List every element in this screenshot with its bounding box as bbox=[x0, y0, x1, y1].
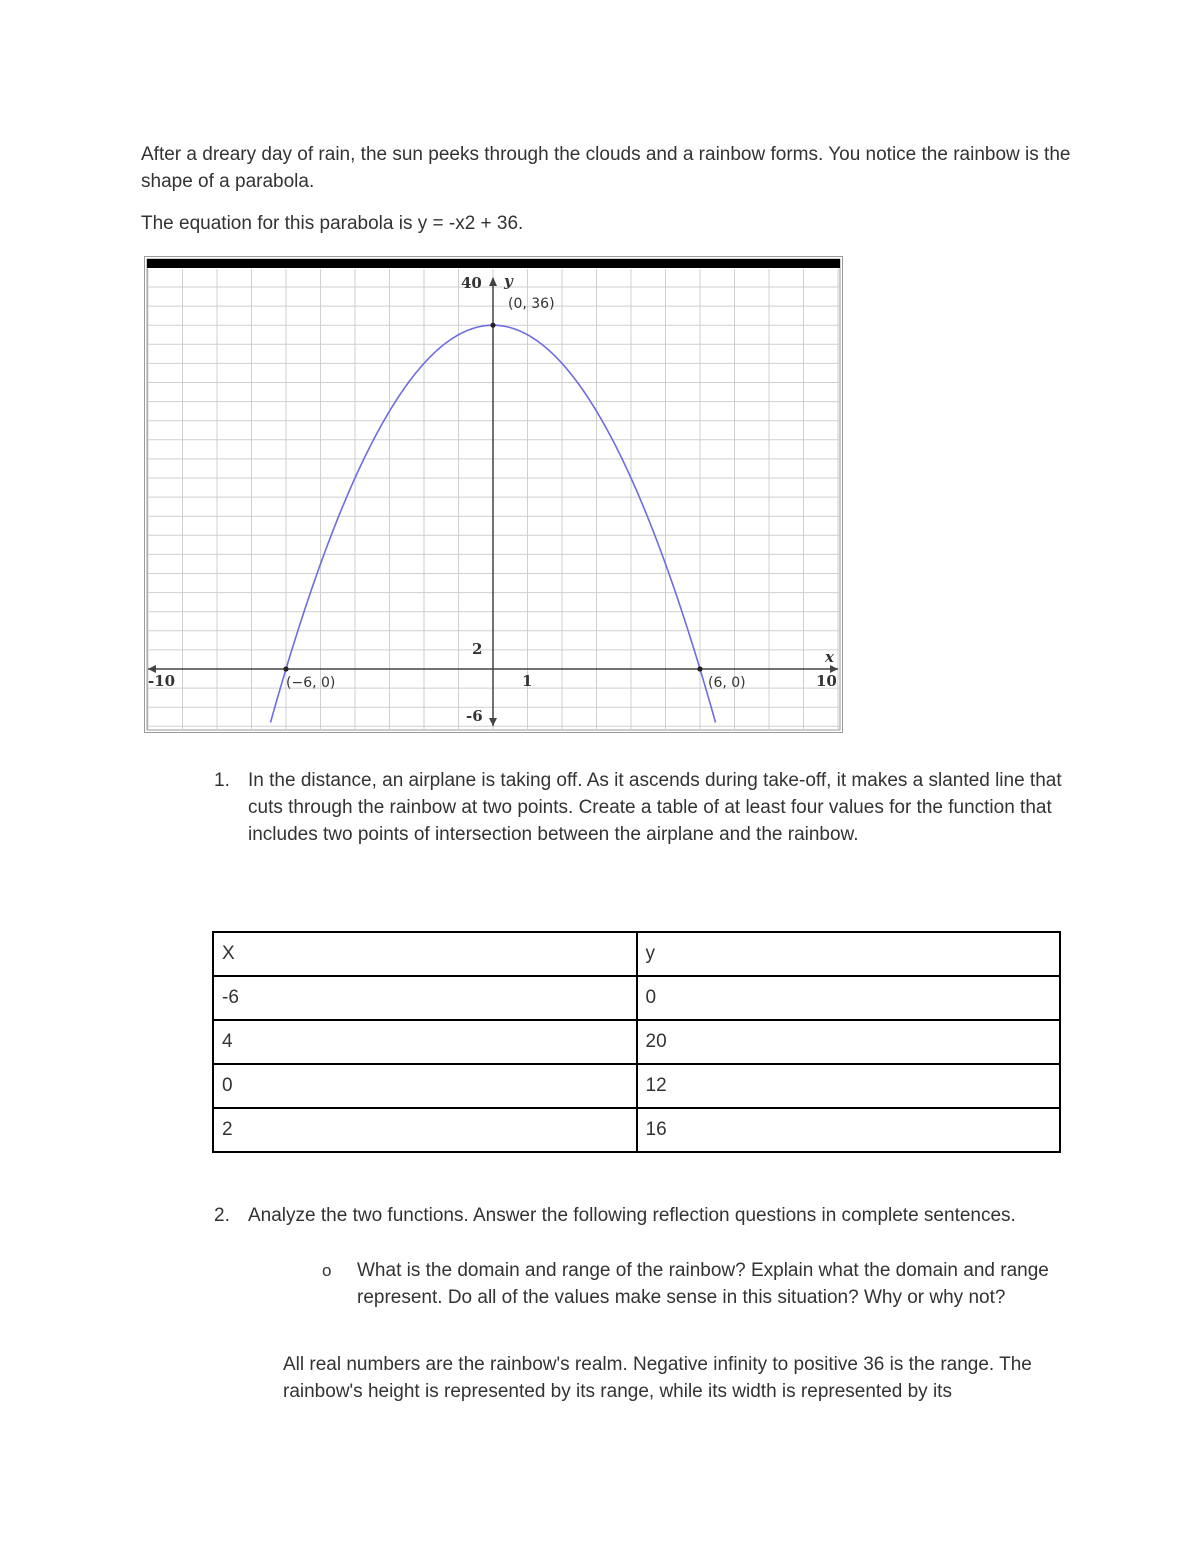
question-1-number: 1. bbox=[214, 770, 230, 791]
table-row bbox=[213, 976, 1060, 1020]
table-cell: 2 bbox=[213, 1108, 637, 1152]
x-min-label: -10 bbox=[148, 672, 176, 690]
bullet-text: What is the domain and range of the rainbow? Explain what the domain and range represent. Do all of the values make sense in this situation? Why or why not? bbox=[357, 1260, 1049, 1308]
left-root-label: (−6, 0) bbox=[286, 675, 336, 691]
parabola-graph bbox=[144, 256, 843, 733]
answer-text: All real numbers are the rainbow's realm. Negative infinity to positive 36 is the range. The rainbow's height is represented by its range, while its width is represented by its bbox=[283, 1354, 1032, 1402]
table-row bbox=[213, 1108, 1060, 1152]
question-2-number: 2. bbox=[214, 1205, 230, 1226]
y-axis-label: y bbox=[504, 272, 513, 290]
table-cell: 20 bbox=[637, 1020, 1061, 1064]
intro-paragraph: After a dreary day of rain, the sun peeks through the clouds and a rainbow forms. You notice the rainbow is the shape of a parabola. bbox=[141, 144, 1071, 192]
question-2-text: Analyze the two functions. Answer the following reflection questions in complete sentences. bbox=[248, 1205, 1016, 1226]
bullet-marker: o bbox=[322, 1261, 332, 1280]
x-axis-label: x bbox=[825, 648, 834, 666]
vertex-label: (0, 36) bbox=[508, 296, 555, 312]
key-point bbox=[697, 666, 702, 671]
y-bottom-label: -6 bbox=[466, 707, 483, 725]
right-root-label: (6, 0) bbox=[708, 675, 746, 691]
key-point bbox=[490, 323, 495, 328]
table-row bbox=[213, 1020, 1060, 1064]
x-max-label: 10 bbox=[816, 672, 837, 690]
table-cell: -6 bbox=[213, 976, 637, 1020]
table-header-row bbox=[213, 932, 1060, 976]
question-1-text: In the distance, an airplane is taking off. As it ascends during take-off, it makes a slanted line that cuts through the rainbow at two points. Create a table of at least four values for the function that includes two points of intersection between the airplane and the rainbow. bbox=[248, 770, 1062, 845]
y-top-label: 40 bbox=[461, 274, 482, 292]
table-row bbox=[213, 1064, 1060, 1108]
equation-sentence: The equation for this parabola is y = -x2 + 36. bbox=[141, 213, 524, 234]
table-cell: 4 bbox=[213, 1020, 637, 1064]
table-cell: 16 bbox=[637, 1108, 1061, 1152]
table-header-y: y bbox=[637, 932, 1061, 976]
table-cell: 0 bbox=[637, 976, 1061, 1020]
table-header-x: X bbox=[213, 932, 637, 976]
key-point bbox=[283, 666, 288, 671]
x-tick-label: 1 bbox=[522, 672, 533, 690]
graph-top-bar bbox=[147, 259, 840, 268]
values-table bbox=[212, 931, 1061, 1153]
table-cell: 0 bbox=[213, 1064, 637, 1108]
table-cell: 12 bbox=[637, 1064, 1061, 1108]
y-tick-label: 2 bbox=[472, 640, 483, 658]
